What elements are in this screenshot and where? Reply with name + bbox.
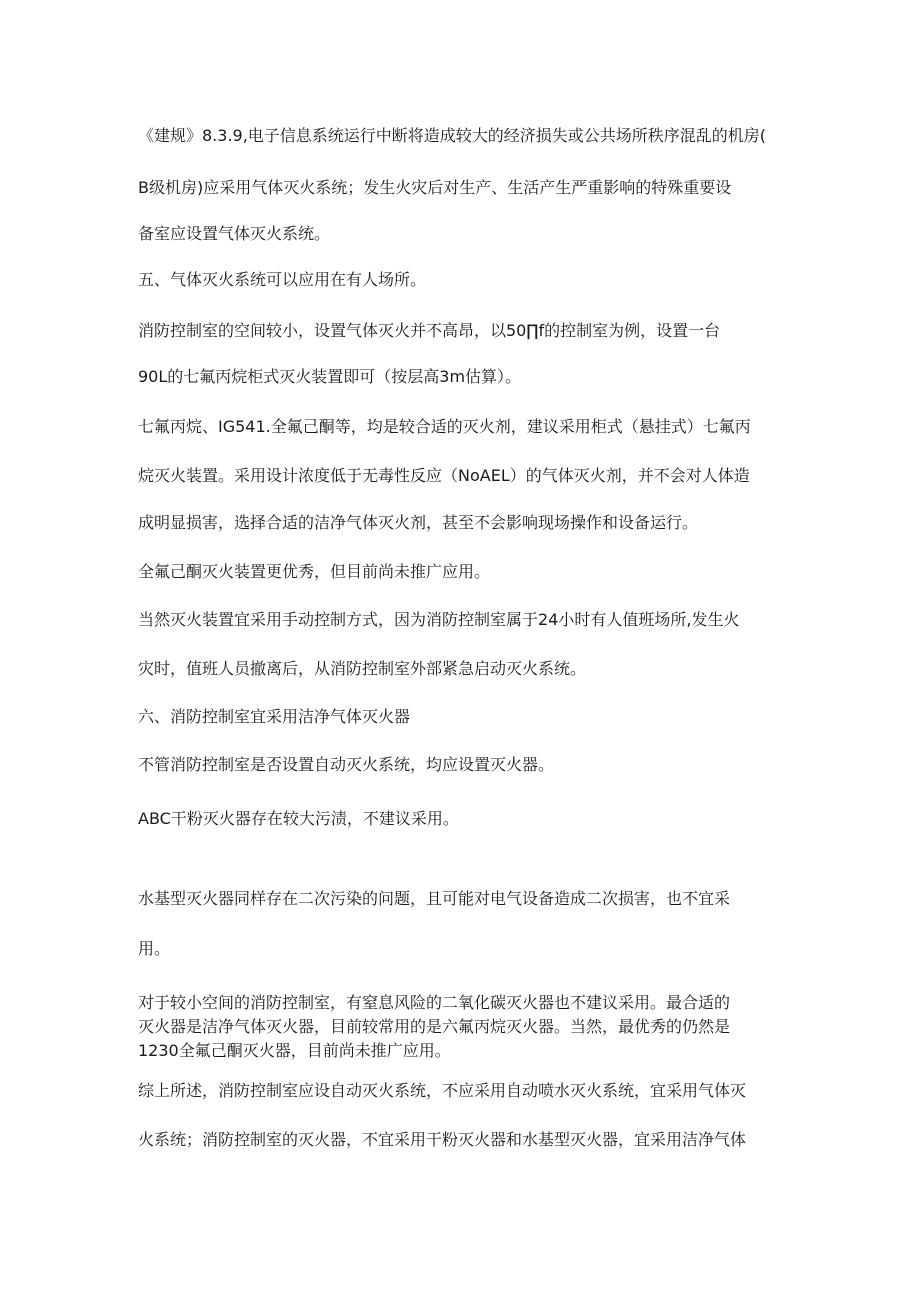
paragraph-line: 七氟丙烷、IG541.全氟己酮等，均是较合适的灭火剂，建议采用柜式（悬挂式）七氟丙 xyxy=(138,417,751,436)
section-heading: 六、消防控制室宜采用洁净气体灭火器 xyxy=(138,707,411,726)
paragraph-line: 对于较小空间的消防控制室，有窒息风险的二氧化碳灭火器也不建议采用。最合适的 xyxy=(138,993,731,1012)
paragraph-line: 消防控制室的空间较小，设置气体灭火并不高昂，以50∏f的控制室为例，设置一台 xyxy=(138,321,721,340)
paragraph-line: 全氟己酮灭火装置更优秀，但目前尚未推广应用。 xyxy=(138,562,491,581)
paragraph-line: 90L的七氟丙烷柜式灭火装置即可（按层高3m估算）。 xyxy=(138,367,522,386)
paragraph-line: 当然灭火装置宜采用手动控制方式，因为消防控制室属于24小时有人值班场所,发生火 xyxy=(138,610,740,629)
paragraph-line: 1230全氟己酮灭火器，目前尚未推广应用。 xyxy=(138,1041,451,1060)
paragraph-line: 备室应设置气体灭火系统。 xyxy=(138,224,331,243)
paragraph-line: B级机房)应采用气体灭火系统；发生火灾后对生产、生活产生严重影响的特殊重要设 xyxy=(138,178,732,197)
paragraph-line: 用。 xyxy=(138,939,171,958)
paragraph-line: 成明显损害，选择合适的洁净气体灭火剂，甚至不会影响现场操作和设备运行。 xyxy=(138,513,699,532)
paragraph-line: ABC干粉灭火器存在较大污渍，不建议采用。 xyxy=(138,809,459,828)
paragraph-line: 《建规》8.3.9,电子信息系统运行中断将造成较大的经济损失或公共场所秩序混乱的机房( xyxy=(138,126,767,145)
paragraph-line: 烷灭火装置。采用设计浓度低于无毒性反应（NoAEL）的气体灭火剂，并不会对人体造 xyxy=(138,466,750,485)
paragraph-line: 火系统；消防控制室的灭火器，不宜采用干粉灭火器和水基型灭火器，宜采用洁净气体 xyxy=(138,1130,747,1149)
paragraph-line: 不管消防控制室是否设置自动灭火系统，均应设置灭火器。 xyxy=(138,755,555,774)
section-heading: 五、气体灭火系统可以应用在有人场所。 xyxy=(138,270,427,289)
paragraph-line: 灾时，值班人员撤离后，从消防控制室外部紧急启动灭火系统。 xyxy=(138,659,587,678)
paragraph-line: 水基型灭火器同样存在二次污染的问题，且可能对电气设备造成二次损害，也不宜采 xyxy=(138,889,731,908)
paragraph-line: 灭火器是洁净气体灭火器，目前较常用的是六氟丙烷灭火器。当然，最优秀的仍然是 xyxy=(138,1017,731,1036)
paragraph-line: 综上所述，消防控制室应设自动灭火系统，不应采用自动喷水灭火系统，宜采用气体灭 xyxy=(138,1081,747,1100)
